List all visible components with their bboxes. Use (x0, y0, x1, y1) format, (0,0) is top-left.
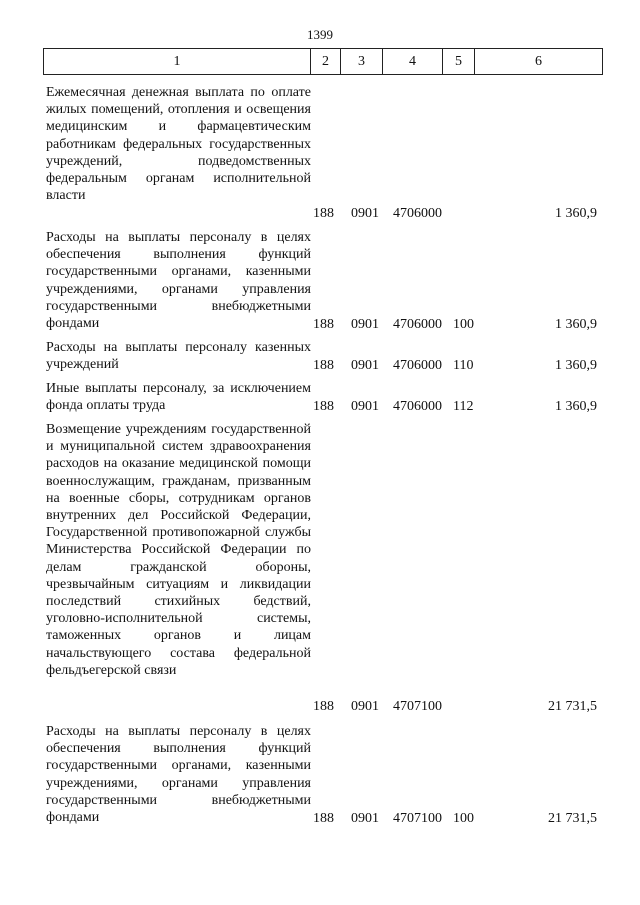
row-section-code: 0901 (351, 357, 379, 373)
column-header-6: 6 (475, 49, 603, 75)
row-amount: 1 360,9 (555, 316, 597, 332)
row-amount: 1 360,9 (555, 205, 597, 221)
column-header-3: 3 (341, 49, 383, 75)
row-description: Расходы на выплаты персоналу в целях обеспечения выполнения функций государственными органами, казенными учреждениями, органами управления государственными внебюджетными фондами (46, 724, 311, 826)
row-ministry-code: 188 (313, 357, 334, 373)
row-description: Расходы на выплаты персоналу казенных учреждений (46, 340, 311, 373)
row-amount: 1 360,9 (555, 357, 597, 373)
row-target-code: 4706000 (393, 398, 442, 414)
table-row (43, 723, 602, 827)
column-header-1: 1 (44, 49, 311, 75)
row-amount: 21 731,5 (548, 698, 597, 714)
row-target-code: 4707100 (393, 698, 442, 714)
row-section-code: 0901 (351, 205, 379, 221)
row-target-code: 4706000 (393, 316, 442, 332)
row-target-code: 4707100 (393, 810, 442, 826)
row-section-code: 0901 (351, 316, 379, 332)
row-description: Возмещение учреждениям государственной и муниципальной систем здравоохранения расходов на оказание медицинской помощи военнослужащим, гражданам, призванным на военные сборы, сотрудникам органов внутренних дел Российской Федерации, Государственной противопожарной службы Министерства Российской Федерации по делам гражданской обороны, чрезвычайным ситуациям и ликвидации последствий стихийных бедствий, уголовно-исполнительной системы, таможенных органов и лицам начальствующего состава федеральной фельдъегерской связи (46, 422, 311, 678)
table-row (43, 229, 602, 333)
column-header-2: 2 (311, 49, 341, 75)
row-expense-type-code: 110 (453, 357, 474, 373)
row-ministry-code: 188 (313, 316, 334, 332)
row-target-code: 4706000 (393, 205, 442, 221)
column-header-5: 5 (443, 49, 475, 75)
row-expense-type-code: 112 (453, 398, 474, 414)
row-ministry-code: 188 (313, 810, 334, 826)
row-ministry-code: 188 (313, 698, 334, 714)
table-row (43, 421, 602, 715)
table-row (43, 339, 602, 374)
row-section-code: 0901 (351, 398, 379, 414)
row-target-code: 4706000 (393, 357, 442, 373)
row-description: Иные выплаты персоналу, за исключением фонда оплаты труда (46, 381, 311, 414)
page-number: 1399 (307, 27, 333, 42)
row-amount: 21 731,5 (548, 810, 597, 826)
row-section-code: 0901 (351, 810, 379, 826)
row-expense-type-code: 100 (453, 316, 474, 332)
row-section-code: 0901 (351, 698, 379, 714)
column-header-4: 4 (383, 49, 443, 75)
row-amount: 1 360,9 (555, 398, 597, 414)
row-expense-type-code: 100 (453, 810, 474, 826)
row-description: Расходы на выплаты персоналу в целях обеспечения выполнения функций государственными органами, казенными учреждениями, органами управления государственными внебюджетными фондами (46, 230, 311, 332)
table-row (43, 380, 602, 415)
table-row (43, 84, 602, 222)
row-description: Ежемесячная денежная выплата по оплате жилых помещений, отопления и освещения медицинским и фармацевтическим работникам федеральных государственных учреждений, подведомственных федеральным органам исполнительной власти (46, 85, 311, 204)
column-header-row (43, 48, 603, 75)
row-ministry-code: 188 (313, 398, 334, 414)
row-ministry-code: 188 (313, 205, 334, 221)
